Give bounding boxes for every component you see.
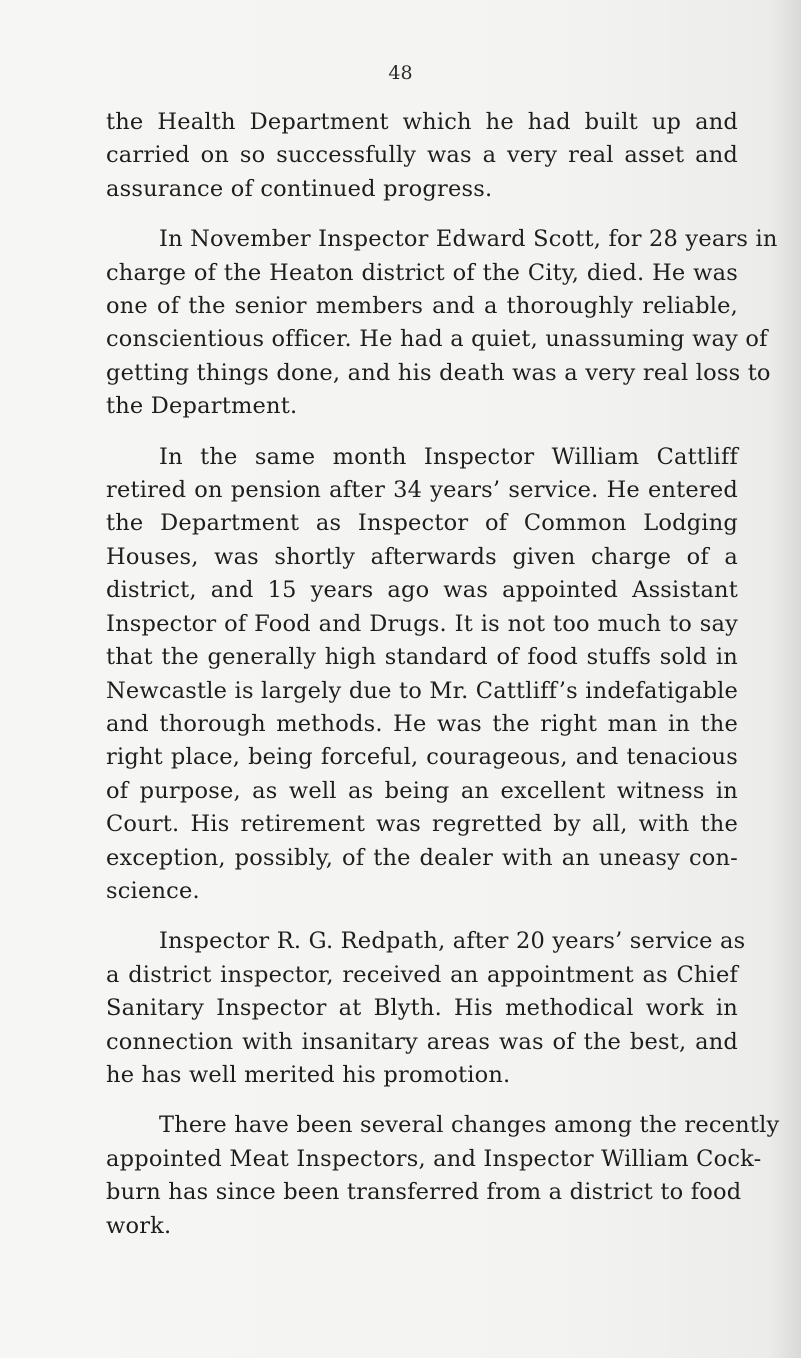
text-line: of purpose, as well as being an excellent witness in bbox=[106, 777, 738, 804]
text-line: retired on pension after 34 years’ service. He entered bbox=[106, 477, 738, 504]
text-line: In November Inspector Edward Scott, for 28 years in bbox=[159, 226, 778, 253]
text-line: Inspector of Food and Drugs. It is not too much to say bbox=[106, 610, 738, 637]
text-line: the Department. bbox=[106, 393, 298, 420]
text-line: Court. His retirement was regretted by all, with the bbox=[106, 811, 738, 838]
paragraph-2 bbox=[106, 223, 778, 423]
paragraph-5 bbox=[106, 1109, 780, 1243]
text-line: Houses, was shortly afterwards given charge of a bbox=[106, 543, 738, 570]
text-line: a district inspector, received an appointment as Chief bbox=[106, 961, 738, 988]
text-line: the Department as Inspector of Common Lodging bbox=[106, 510, 738, 537]
text-line: that the generally high standard of food stuffs sold in bbox=[106, 644, 738, 671]
text-line: There have been several changes among the recently bbox=[159, 1112, 780, 1139]
text-line: burn has since been transferred from a district to food bbox=[106, 1179, 742, 1206]
text-line: work. bbox=[106, 1212, 172, 1239]
text-line: Newcastle is largely due to Mr. Cattliff’s indefatigable bbox=[106, 677, 738, 704]
text-line: connection with insanitary areas was of the best, and bbox=[106, 1028, 738, 1055]
paragraph-3 bbox=[106, 441, 738, 909]
text-line: one of the senior members and a thoroughly reliable, bbox=[106, 293, 738, 320]
text-line: assurance of continued progress. bbox=[106, 175, 493, 202]
text-line: exception, possibly, of the dealer with an uneasy con- bbox=[106, 844, 738, 871]
text-line: In the same month Inspector William Cattliff bbox=[159, 443, 738, 470]
paragraph-4 bbox=[106, 925, 746, 1092]
text-line: district, and 15 years ago was appointed Assistant bbox=[106, 577, 738, 604]
text-line: conscientious officer. He had a quiet, unassuming way of bbox=[106, 326, 768, 353]
text-line: right place, being forceful, courageous, and tenacious bbox=[106, 744, 738, 771]
text-line: Sanitary Inspector at Blyth. His methodical work in bbox=[106, 995, 738, 1022]
text-line: he has well merited his promotion. bbox=[106, 1061, 511, 1088]
text-line: Inspector R. G. Redpath, after 20 years’ service as bbox=[159, 928, 746, 955]
paragraph-1 bbox=[106, 106, 738, 206]
text-line: carried on so successfully was a very real asset and bbox=[106, 142, 738, 169]
text-line: the Health Department which he had built up and bbox=[106, 109, 738, 135]
text-line: and thorough methods. He was the right man in the bbox=[106, 710, 738, 737]
text-line: science. bbox=[106, 877, 200, 904]
page-number: 48 bbox=[388, 62, 413, 84]
text-line: charge of the Heaton district of the City, died. He was bbox=[106, 259, 738, 286]
body-text bbox=[106, 106, 780, 1260]
text-line: appointed Meat Inspectors, and Inspector William Cock- bbox=[106, 1145, 762, 1172]
text-line: getting things done, and his death was a very real loss to bbox=[106, 359, 771, 386]
